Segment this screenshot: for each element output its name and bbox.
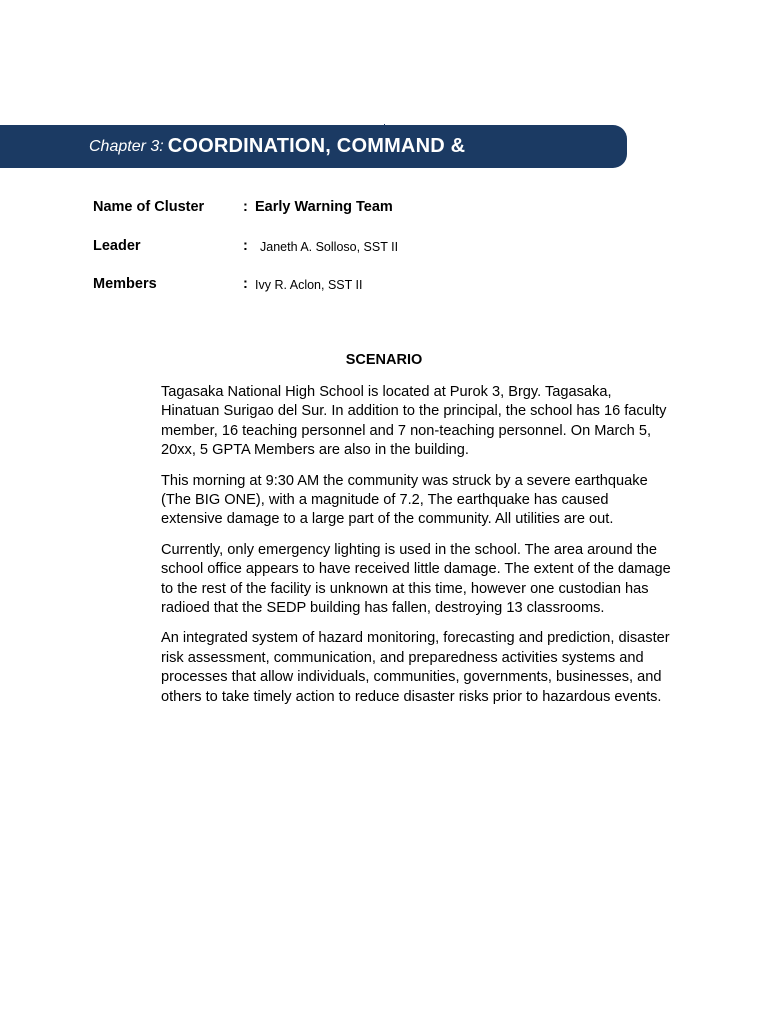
cluster-name-value: Early Warning Team [255,199,393,215]
scenario-paragraph: Tagasaka National High School is located at Purok 3, Brgy. Tagasaka, Hinatuan Surigao del Sur. In addition to the principal, the school has 16 faculty member, 16 teaching personnel and 7 non-teaching personnel. On March 5, 20xx, 5 GPTA Members are also in the building. [161,384,667,459]
chapter-header-banner [0,125,627,168]
members-row [93,276,693,296]
cluster-name-row [93,199,693,219]
chapter-label: Chapter 3: [89,137,164,155]
scenario-paragraph: This morning at 9:30 AM the community was struck by a severe earthquake (The BIG ONE), with a magnitude of 7.2, The earthquake has caused extensive damage to a large part of the community. All utilities are out. [161,472,648,528]
cluster-name-label: Name of Cluster [93,199,205,215]
scenario-paragraph: An integrated system of hazard monitoring, forecasting and prediction, disaster risk assessment, communication, and preparedness activities systems and processes that allow individuals, communities, governments, businesses, and others to take timely action to reduce disaster risks prior to hazardous events. [161,630,670,705]
scenario-body [161,383,673,718]
leader-value: Janeth A. Solloso, SST II [260,240,399,254]
members-colon: : [243,276,248,292]
scenario-paragraph: Currently, only emergency lighting is used in the school. The area around the school office appears to have received little damage. The extent of the damage to the rest of the facility is unknown at this time, however one custodian has radioed that the SEDP building has fallen, destroying 13 classrooms. [161,541,671,617]
members-value: Ivy R. Aclon, SST II [255,278,363,292]
leader-colon: : [243,238,248,254]
members-label: Members [93,276,157,292]
scenario-heading: SCENARIO [345,352,423,368]
cluster-name-colon: : [243,199,248,215]
leader-label: Leader [93,238,141,254]
chapter-title: COORDINATION, COMMAND & [167,135,466,157]
leader-row [93,238,693,258]
